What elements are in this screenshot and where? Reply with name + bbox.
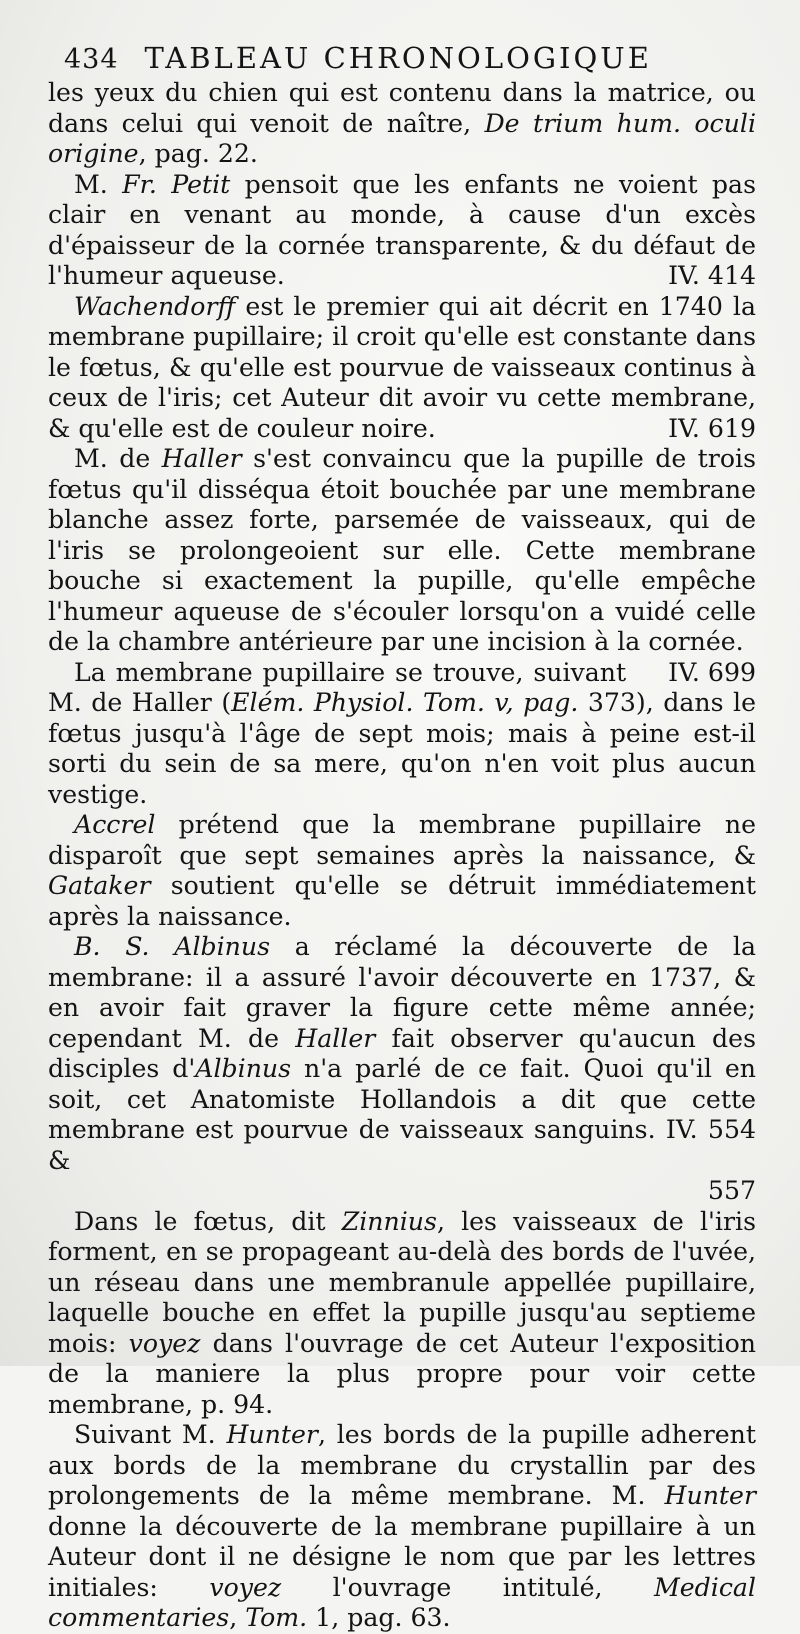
text-run: a réclamé la découverte de la membrane: il a assuré l'avoir découverte en 1737, & en avoir fait graver la figure cette même année; cependant M. de <box>48 932 756 1053</box>
italic-text: Medical commentaries <box>48 1572 756 1632</box>
text-run: pensoit que les enfants ne voient pas clair en venant au monde, à cause d'un excès d'épaisseur de la cornée transparente, & du défaut de l'humeur aqueuse. <box>48 169 756 290</box>
paragraph-p6 <box>48 810 756 932</box>
italic-text: Accrel <box>74 810 156 839</box>
italic-text: Haller <box>161 444 242 473</box>
page-header <box>64 40 756 78</box>
italic-text: Hunter <box>226 1420 318 1449</box>
paragraph-p3 <box>48 292 756 445</box>
italic-text: Wachendorff <box>74 291 236 321</box>
text-run: l'ouvrage intitulé, <box>281 1572 654 1602</box>
paragraph-p8 <box>48 1207 756 1421</box>
italic-text: Gataker <box>48 871 151 900</box>
volume-reference: IV. 414 <box>652 261 756 290</box>
text-run: fait observer qu'aucun des disciples d' <box>48 1023 757 1083</box>
page-number: 434 <box>64 44 119 75</box>
volume-reference-continued: 557 <box>707 1176 756 1205</box>
text-run: prétend que la membrane pupillaire ne disparoît que sept semaines après la naissance, & <box>48 810 756 870</box>
text-run: M. de <box>74 444 162 473</box>
text-run: dans l'ouvrage de cet Auteur l'exposition de la maniere la plus propre pour voir cette membrane, p. 94. <box>48 1328 756 1419</box>
italic-text: Haller <box>295 1023 376 1053</box>
italic-text: voyez <box>128 1328 201 1358</box>
italic-text: De trium hum. oculi origine <box>48 108 756 168</box>
body-text <box>48 78 756 1634</box>
running-title: TABLEAU CHRONOLOGIQUE <box>144 41 652 75</box>
italic-text: Tom. <box>245 1603 308 1632</box>
paragraph-p7 <box>48 932 756 1176</box>
text-run: , pag. 22. <box>138 139 258 168</box>
text-run: 373), dans le fœtus jusqu'à l'âge de sept mois; mais à peine est-il sorti du sein de sa mere, qu'on n'en voit plus aucun vestige. <box>48 688 756 809</box>
text-run: , <box>229 1603 246 1632</box>
text-run: La membrane pupillaire se trouve, suivant M. de Haller ( <box>48 657 627 717</box>
italic-text: Elém. Physiol. Tom. v, pag. <box>231 688 579 717</box>
italic-text: Albinus <box>195 1054 292 1083</box>
text-run: , les vaisseaux de l'iris forment, en se propageant au-delà des bords de l'uvée, un réseau dans une membranule appellée pupillaire, laquelle bouche en effet la pupille jusqu'au septieme mois: <box>48 1206 756 1358</box>
volume-reference: IV. 699 <box>652 657 756 687</box>
text-run: M. <box>74 169 123 199</box>
paragraph-p9 <box>48 1420 756 1634</box>
paragraph-p2 <box>48 170 756 292</box>
text-run: Dans le fœtus, dit <box>74 1206 342 1236</box>
italic-text: Fr. Petit <box>122 169 231 199</box>
text-run: 1, pag. 63. <box>307 1603 451 1632</box>
text-run: , les bords de la pupille adherent aux bords de la membrane du crystallin par des prolongements de la même membrane. M. <box>48 1420 756 1510</box>
italic-text: Hunter <box>664 1481 756 1510</box>
text-run: les yeux du chien qui est contenu dans la matrice, ou dans celui qui venoit de naître, <box>48 78 756 138</box>
text-run: n'a parlé de ce fait. Quoi qu'il en soit, cet Anatomiste Hollandois a dit que cette membrane est pourvue de vaisseaux sanguins. IV. 554 & <box>48 1054 756 1175</box>
text-run: soutient qu'elle se détruit immédiatement après la naissance. <box>48 871 756 931</box>
italic-text: Zinnius <box>341 1206 437 1236</box>
volume-reference: IV. 619 <box>652 413 756 443</box>
text-run: est le premier qui ait décrit en 1740 la membrane pupillaire; il croit qu'elle est constante dans le fœtus, & qu'elle est pourvue de vaisseaux continus à ceux de l'iris; cet Auteur dit avoir vu cette membrane, & qu'elle est de couleur noire. <box>48 291 757 443</box>
paragraph-p1 <box>48 78 756 170</box>
italic-text: B. S. Albinus <box>74 932 271 961</box>
text-run: s'est convaincu que la pupille de trois fœtus qu'il disséqua étoit bouchée par une membrane blanche assez forte, parsemée de vaisseaux, qui de l'iris se prolongeoient sur elle. Cette membrane bouche si exactement la pupille, qu'elle empêche l'humeur aqueuse de s'écouler lorsqu'on a vuidé celle de la chambre antérieure par une incision à la cornée. <box>48 444 756 656</box>
text-run: donne la découverte de la membrane pupillaire à un Auteur dont il ne désigne le nom que par les lettres initiales: <box>48 1511 756 1602</box>
italic-text: voyez <box>209 1572 282 1602</box>
text-run: Suivant M. <box>74 1420 227 1449</box>
